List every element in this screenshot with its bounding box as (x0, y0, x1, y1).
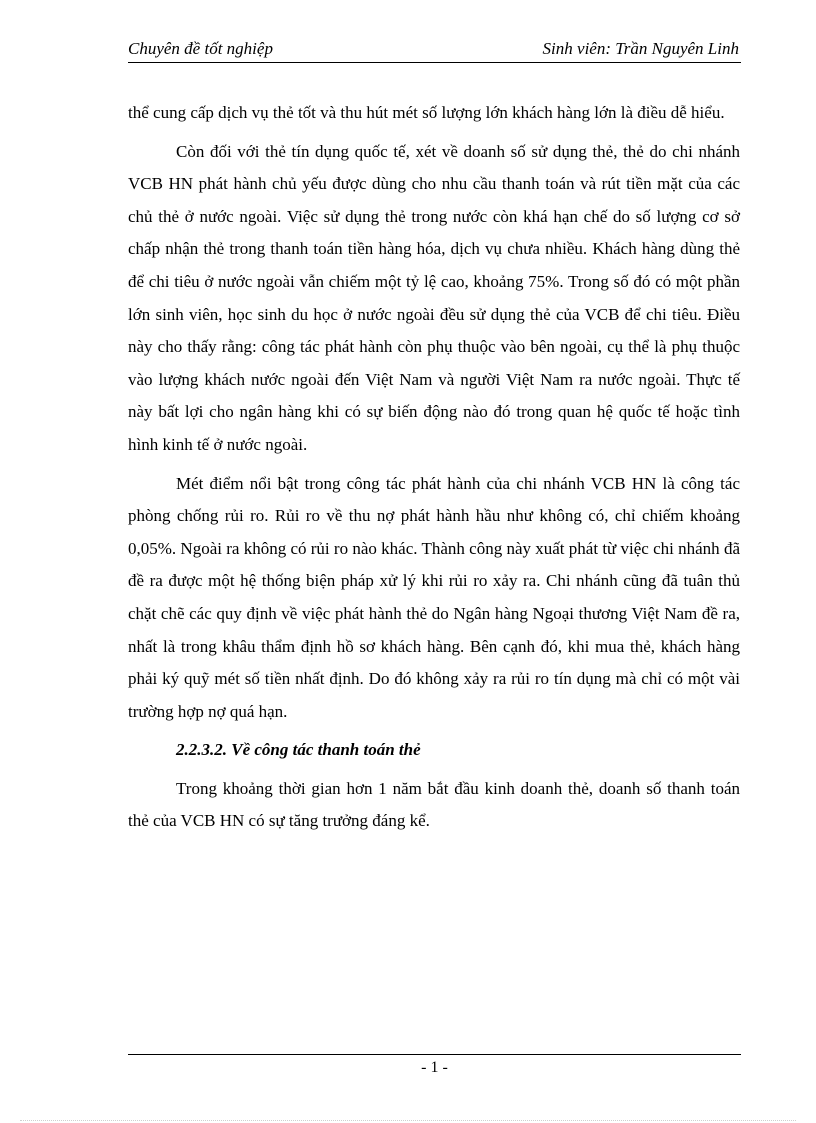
paragraph-continued: thể cung cấp dịch vụ thẻ tốt và thu hút mét số lượng lớn khách hàng lớn là điều dễ hiểu. (128, 103, 725, 122)
page-number: - 1 - (421, 1059, 448, 1076)
page-header (128, 38, 741, 63)
paragraph-risk-prevention: Mét điểm nổi bật trong công tác phát hành của chi nhánh VCB HN là công tác phòng chống rủi ro. Rủi ro về thu nợ phát hành hầu như không có, chỉ chiếm khoảng 0,05%. Ngoài ra không có rủi ro nào khác. Thành công này xuất phát từ việc chi nhánh đã đề ra được một hệ thống biện pháp xử lý khi rủi ro xảy ra. Chi nhánh cũng đã tuân thủ chặt chẽ các quy định về việc phát hành thẻ do Ngân hàng Ngoại thương Việt Nam đề ra, nhất là trong khâu thẩm định hồ sơ khách hàng. Bên cạnh đó, khi mua thẻ, khách hàng phải ký quỹ mét số tiền nhất định. Do đó không xảy ra rủi ro tín dụng mà chỉ có một vài trường hợp nợ quá hạn. (128, 473, 740, 721)
header-title: Chuyên đề tốt nghiệp (128, 39, 273, 58)
paragraph-card-payment: Trong khoảng thời gian hơn 1 năm bắt đầu kinh doanh thẻ, doanh số thanh toán thẻ của VCB HN có sự tăng trưởng đáng kể. (128, 778, 740, 831)
section-heading: 2.2.3.2. Về công tác thanh toán thẻ (176, 740, 421, 760)
footer-divider (128, 1054, 741, 1055)
page-edge (20, 1120, 796, 1121)
paragraph-international-credit-card: Còn đối với thẻ tín dụng quốc tế, xét về doanh số sử dụng thẻ, thẻ do chi nhánh VCB HN phát hành chủ yếu được dùng cho nhu cầu thanh toán và rút tiền mặt của các chủ thẻ ở nước ngoài. Việc sử dụng thẻ trong nước còn khá hạn chế do số lượng cơ sở chấp nhận thẻ trong thanh toán tiền hàng hóa, dịch vụ chưa nhiều. Khách hàng dùng thẻ để chi tiêu ở nước ngoài vẫn chiếm một tỷ lệ cao, khoảng 75%. Trong số đó có một phần lớn sinh viên, học sinh du học ở nước ngoài đều sử dụng thẻ của VCB để chi tiêu. Điều này cho thấy rằng: công tác phát hành còn phụ thuộc vào bên ngoài, cụ thể là phụ thuộc vào lượng khách nước ngoài đến Việt Nam và người Việt Nam ra nước ngoài. Thực tế này bất lợi cho ngân hàng khi có sự biến động nào đó trong quan hệ quốc tế hoặc tình hình kinh tế ở nước ngoài. (128, 141, 740, 454)
header-author: Sinh viên: Trần Nguyên Linh (542, 39, 739, 58)
document-body (128, 97, 740, 844)
